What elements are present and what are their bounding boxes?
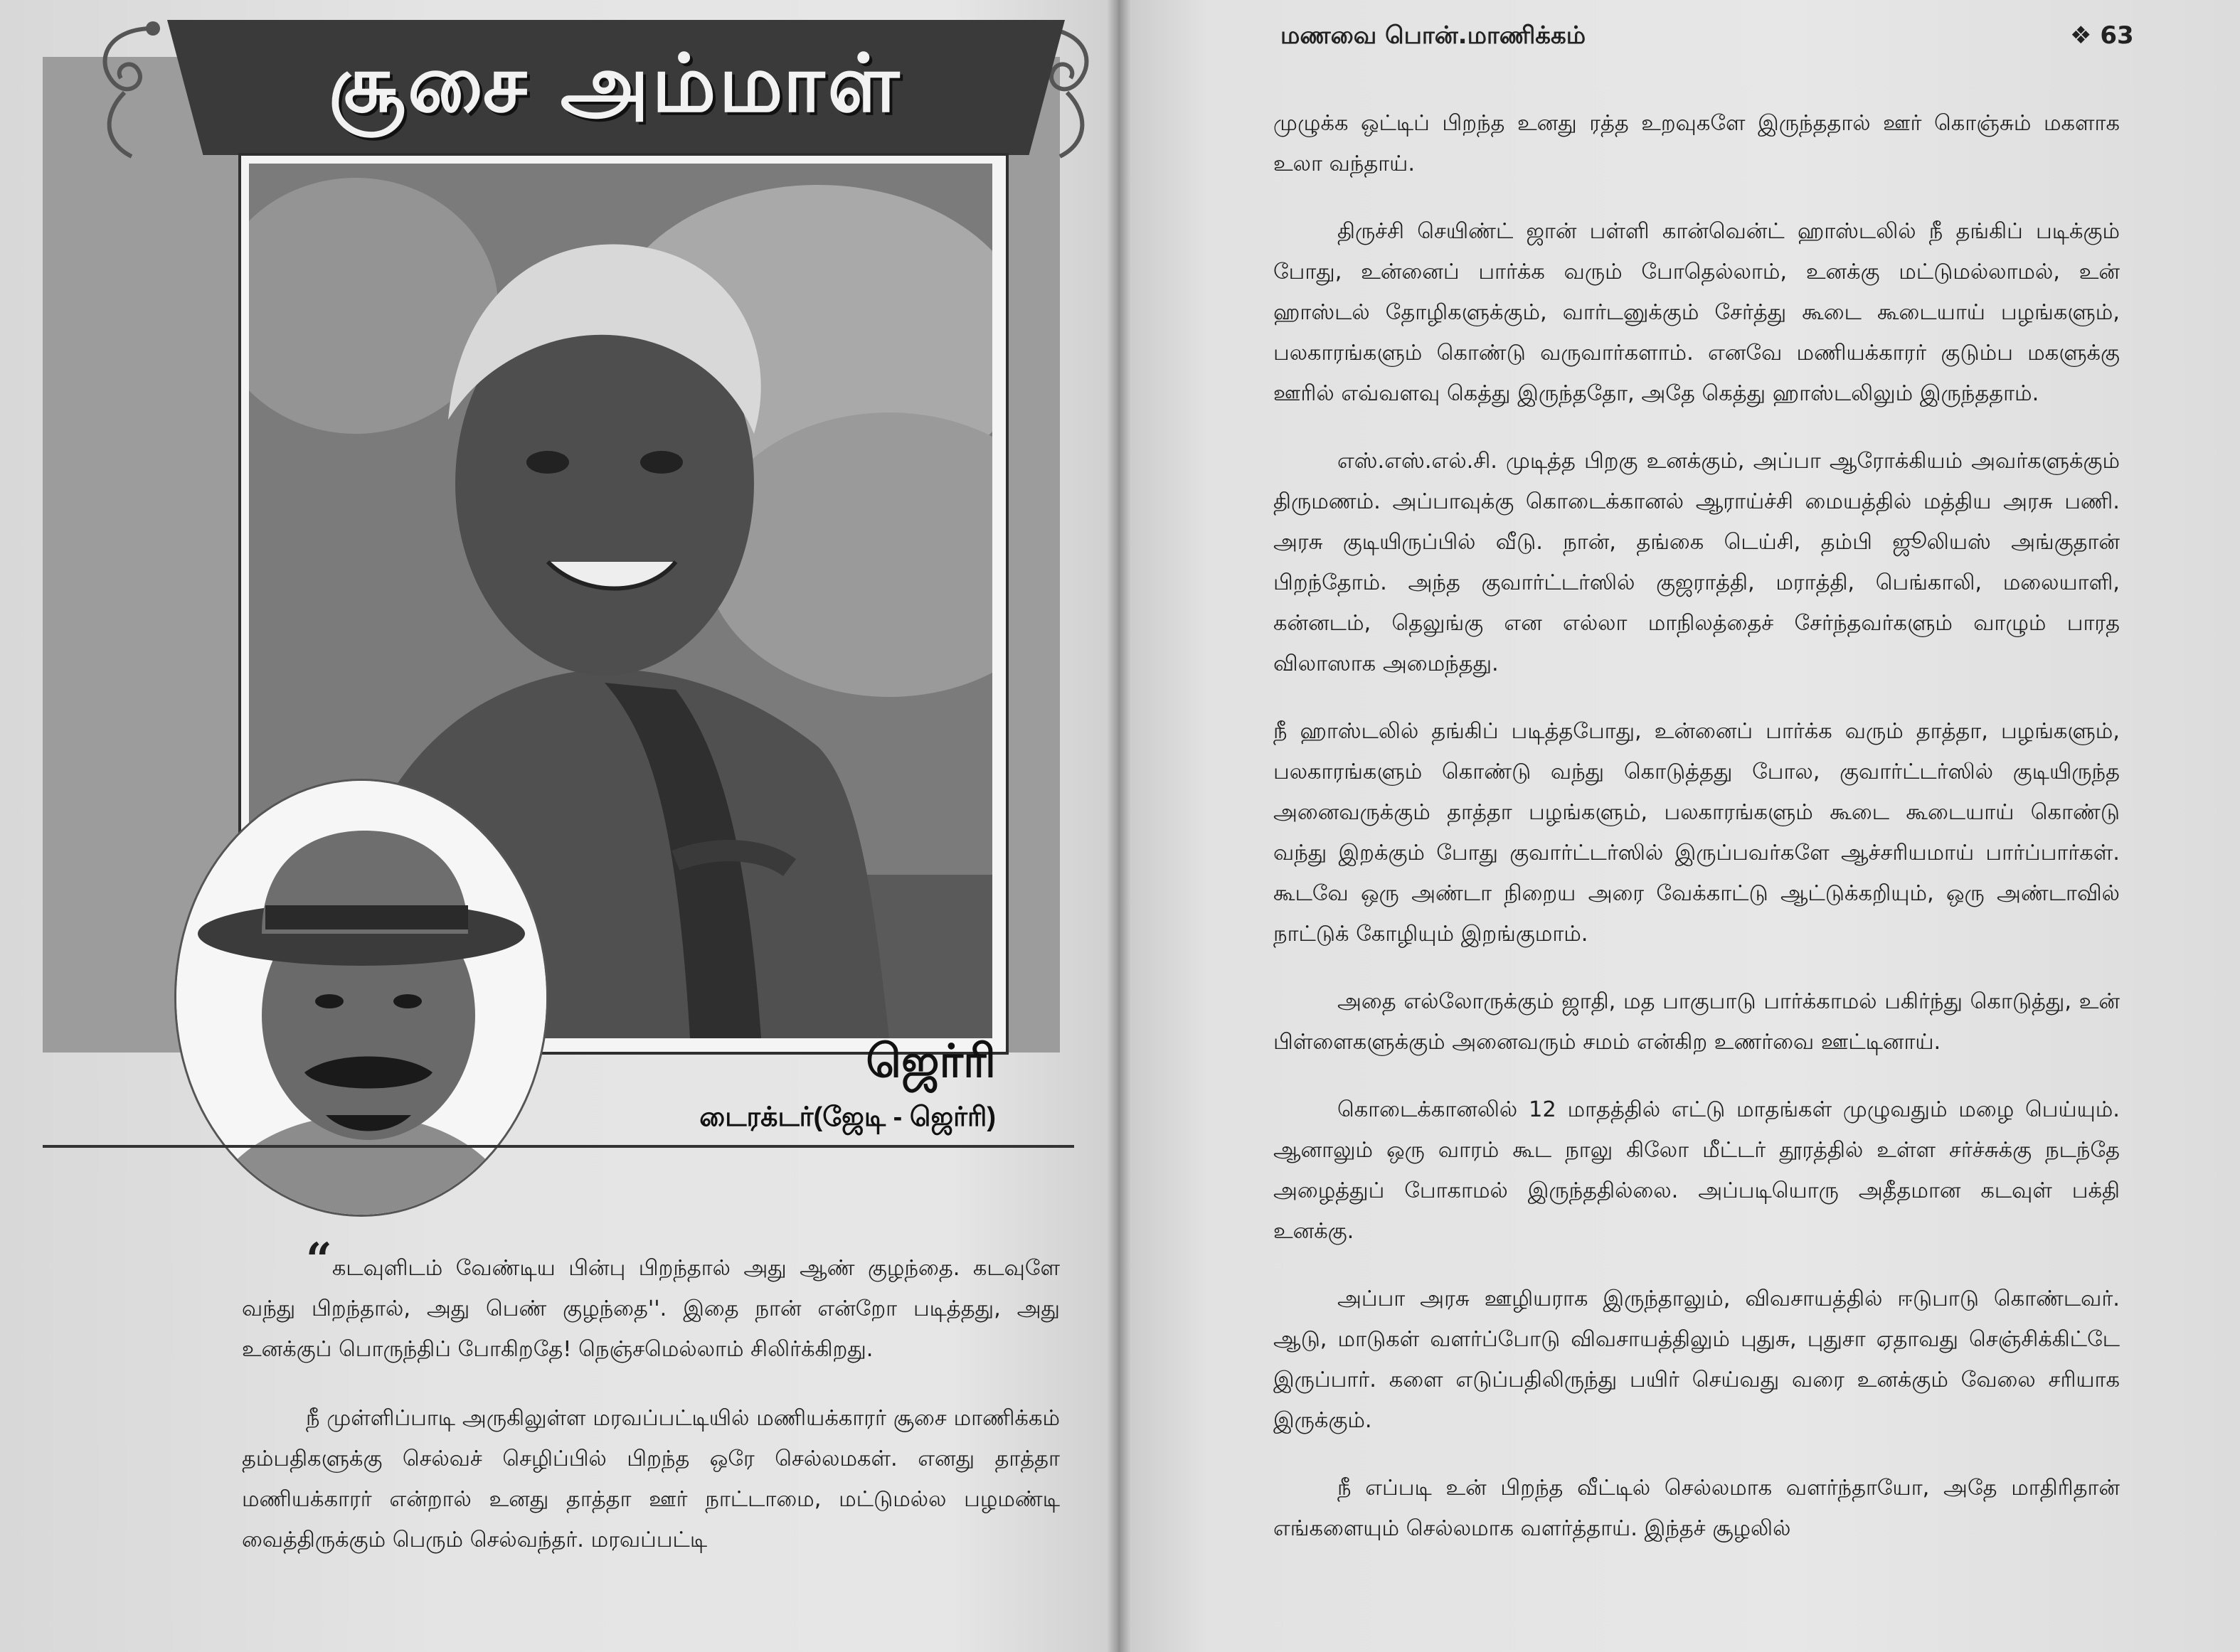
right-paragraph-6: கொடைக்கானலில் 12 மாதத்தில் எட்டு மாதங்கள் முழுவதும் மழை பெய்யும். ஆனாலும் ஒரு வாரம் கூட நாலு கிலோ மீட்டர் தூரத்தில் உள்ள சர்ச்சுக்கு நடந்தே அழைத்துப் போகாமல் இருந்ததில்லை. அப்படியொரு அதீதமான கடவுள் பக்தி உனக்கு. <box>1273 1097 2120 1244</box>
author-name: ஜெர்ரி <box>866 1035 996 1087</box>
article-title: சூசை அம்மாள் <box>328 37 903 130</box>
left-paragraph-1: “கடவுளிடம் வேண்டிய பின்பு பிறந்தால் அது ஆண் குழந்தை. கடவுளே வந்து பிறந்தால், அது பெண் குழந்தை''. இதை நான் என்றோ படித்தது, அது உனக்குப் பொருந்திப் போகிறதே! நெஞ்சமெல்லாம் சிலிர்க்கிறது. <box>242 1233 1060 1362</box>
left-paragraph-2: நீ முள்ளிப்பாடி அருகிலுள்ள மரவப்பட்டியில் மணியக்காரர் சூசை மாணிக்கம் தம்பதிகளுக்கு செல்வச் செழிப்பில் பிறந்த ஒரே செல்லமகள். எனது தாத்தா மணியக்காரர் என்றால் உனது தாத்தா ஊர் நாட்டாமை, மட்டுமல்ல பழமண்டி வைத்திருக்கும் பெரும் செல்வந்தர். மரவப்பட்டி <box>242 1406 1060 1552</box>
right-paragraph-1: முழுக்க ஒட்டிப் பிறந்த உனது ரத்த உறவுகளே இருந்ததால் ஊர் கொஞ்சும் மகளாக உலா வந்தாய். <box>1273 111 2120 176</box>
author-portrait <box>174 779 548 1217</box>
left-body-text <box>242 1233 1060 1560</box>
right-body-text <box>1273 103 2120 1549</box>
man-in-hat-photo <box>176 781 546 1215</box>
author-role: டைரக்டர்(ஜேடி - ஜெர்ரி) <box>699 1102 996 1132</box>
left-page <box>0 0 1118 1652</box>
right-paragraph-3: எஸ்.எஸ்.எல்.சி. முடித்த பிறகு உனக்கும், அப்பா ஆரோக்கியம் அவர்களுக்கும் திருமணம். அப்பாவுக்கு கொடைக்கானல் ஆராய்ச்சி மையத்தில் மத்திய அரசு பணி. அரசு குடியிருப்பில் வீடு. நான், தங்கை டெய்சி, தம்பி ஜூலியஸ் அங்குதான் பிறந்தோம். அந்த குவார்ட்டர்ஸில் குஜராத்தி, மராத்தி, பெங்காலி, மலையாளி, கன்னடம், தெலுங்கு என எல்லா மாநிலத்தைச் சேர்ந்தவர்களும் வாழும் பாரத விலாஸாக அமைந்தது. <box>1273 449 2120 676</box>
running-head: மணவை பொன்.மாணிக்கம் <box>1280 21 1586 50</box>
opening-quote-icon: “ <box>306 1233 332 1286</box>
page-number: ❖ 63 <box>2070 21 2134 50</box>
section-divider <box>43 1145 1074 1148</box>
book-gutter <box>1107 0 1131 1652</box>
right-paragraph-4: நீ ஹாஸ்டலில் தங்கிப் படித்தபோது, உன்னைப் பார்க்க வரும் தாத்தா, பழங்களும், பலகாரங்களும் கொண்டு வந்து கொடுத்தது போல, குவார்ட்டர்ஸில் குடியிருந்த அனைவருக்கும் தாத்தா பழங்களும், பலகாரங்களும் கூடை கூடையாய் கொண்டு வந்து இறக்கும் போது குவார்ட்டர்ஸில் இருப்பவர்களே ஆச்சரியமாய் பார்ப்பார்கள். கூடவே ஒரு அண்டா நிறைய அரை வேக்காட்டு ஆட்டுக்கறியும், ஒரு அண்டாவில் நாட்டுக் கோழியும் இறங்குமாம். <box>1273 719 2120 947</box>
right-paragraph-8: நீ எப்படி உன் பிறந்த வீட்டில் செல்லமாக வளர்ந்தாயோ, அதே மாதிரிதான் எங்களையும் செல்லமாக வளர்த்தாய். இந்தச் சூழலில் <box>1273 1476 2120 1541</box>
right-paragraph-7: அப்பா அரசு ஊழியராக இருந்தாலும், விவசாயத்தில் ஈடுபாடு கொண்டவர். ஆடு, மாடுகள் வளர்ப்போடு விவசாயத்திலும் புதுசு, புதுசா ஏதாவது செஞ்சிக்கிட்டே இருப்பார். களை எடுப்பதிலிருந்து பயிர் செய்வது வரை உனக்கும் வேலை சரியாக இருக்கும். <box>1273 1286 2120 1433</box>
right-paragraph-5: அதை எல்லோருக்கும் ஜாதி, மத பாகுபாடு பார்க்காமல் பகிர்ந்து கொடுத்து, உன் பிள்ளைகளுக்கும் அனைவரும் சமம் என்கிற உணர்வை ஊட்டினாய். <box>1273 989 2120 1055</box>
left-scroll-ornament <box>82 14 167 171</box>
right-paragraph-2: திருச்சி செயிண்ட் ஜான் பள்ளி கான்வென்ட் ஹாஸ்டலில் நீ தங்கிப் படிக்கும் போது, உன்னைப் பார்க்க வரும் போதெல்லாம், உனக்கு மட்டுமல்லாமல், உன் ஹாஸ்டல் தோழிகளுக்கும், வார்டனுக்கும் சேர்த்து கூடை கூடையாய் பழங்களும், பலகாரங்களும் கொண்டு வருவார்களாம். எனவே மணியக்காரர் குடும்ப மகளுக்கு ஊரில் எவ்வளவு கெத்து இருந்ததோ, அதே கெத்து ஹாஸ்டலிலும் இருந்ததாம். <box>1273 219 2120 406</box>
